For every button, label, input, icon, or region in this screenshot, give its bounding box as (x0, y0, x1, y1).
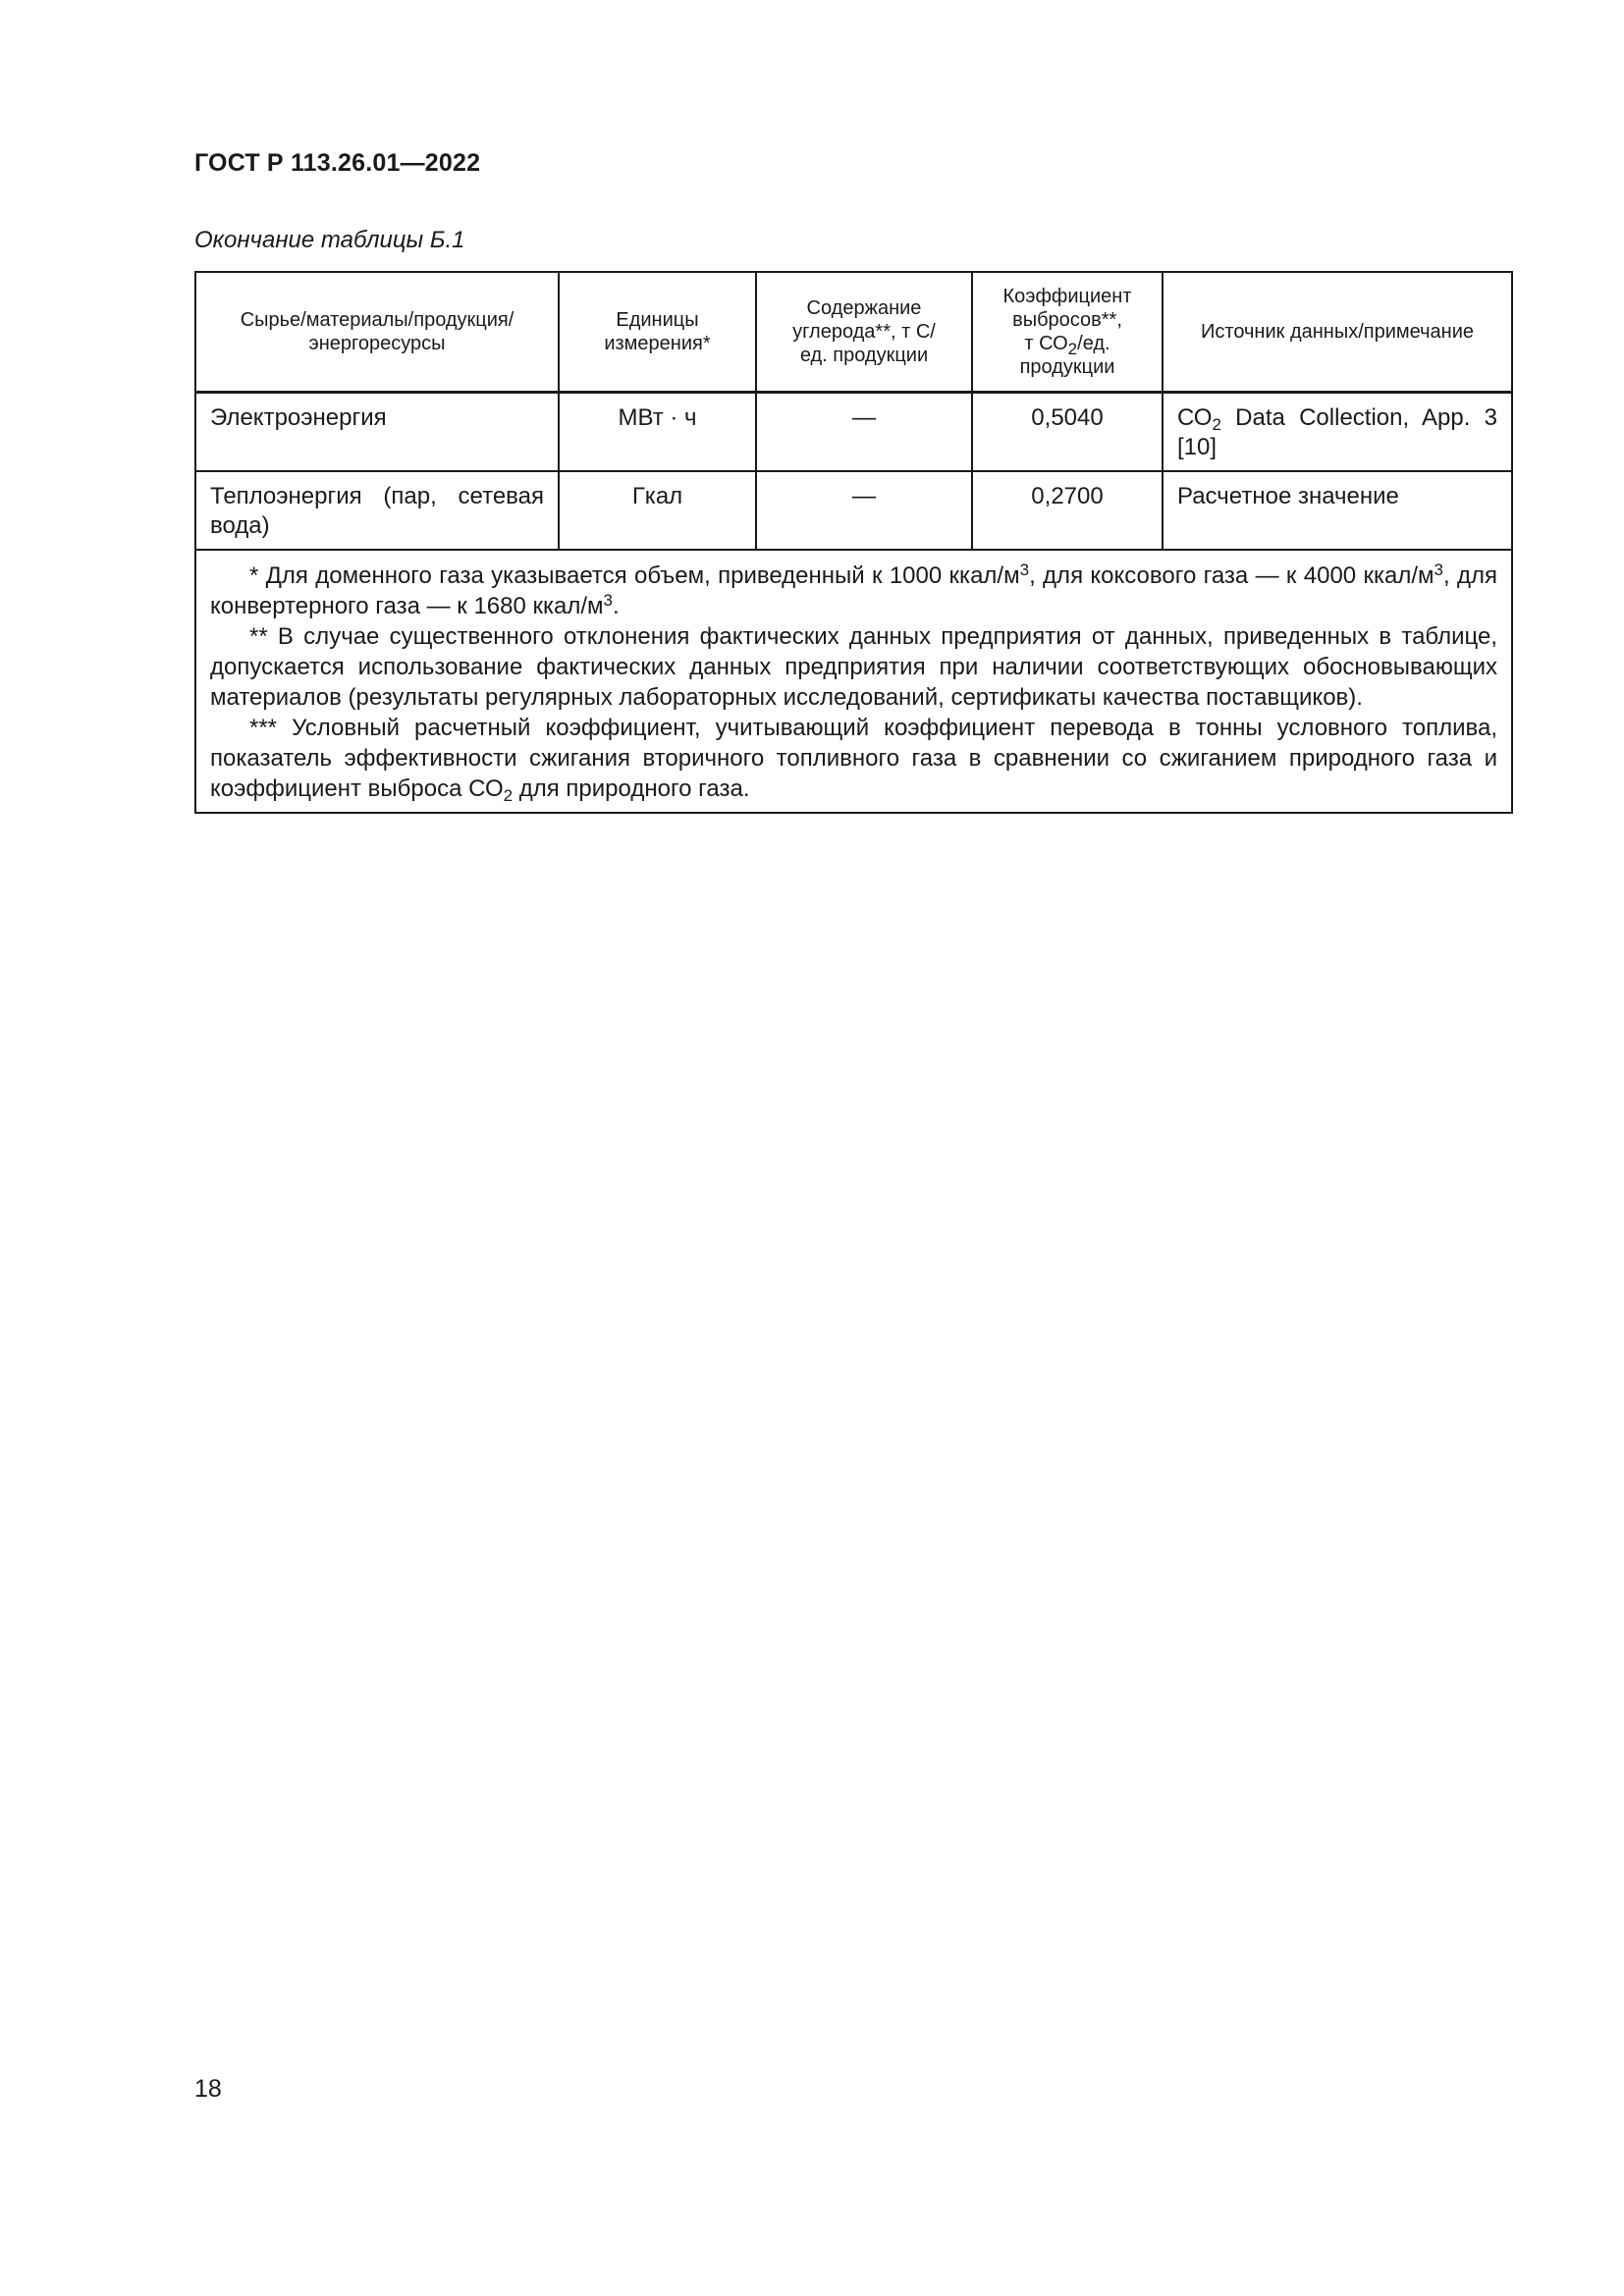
page-number: 18 (194, 2075, 222, 2103)
cell-unit: МВт · ч (559, 392, 756, 471)
cell-unit: Гкал (559, 471, 756, 550)
table-notes (195, 550, 1512, 813)
table-caption: Окончание таблицы Б.1 (194, 227, 465, 253)
column-header-unit: Единицы измерения* (559, 272, 756, 392)
cell-source: $СО_2$ Data Collection, App. 3 [10] (1163, 392, 1512, 471)
column-header-emission-factor: Коэффициент выбросов**, т $СО_2/ед$. продукции (972, 272, 1163, 392)
footnote-3: *** Условный расчетный коэффициент, учитывающий коэффициент перевода в тонны условного топлива, показатель эффективности сжигания вторичного топливного газа в сравнении со сжиганием природного газа и коэффициент выброса $СО_2$ для природного газа. (210, 714, 1497, 805)
cell-material: Теплоэнергия (пар, сетевая вода) (195, 471, 559, 550)
cell-material: Электроэнергия (195, 392, 559, 471)
table-row (195, 392, 1512, 471)
column-header-carbon-content: Содержание углерода**, т С/ ед. продукции (756, 272, 972, 392)
emission-factors-table (194, 271, 1513, 814)
table-row (195, 471, 1512, 550)
cell-carbon: — (756, 471, 972, 550)
footnote-1: * Для доменного газа указывается объем, приведенный к 1000 ккал/$м^3$, для коксового газа — к 4000 ккал/$м^3$, для конвертерного газа — к 1680 ккал/$м^3$. (210, 560, 1497, 619)
column-header-material: Сырье/материалы/продукция/ энергоресурсы (195, 272, 559, 392)
cell-coefficient: 0,5040 (972, 392, 1163, 471)
column-header-source: Источник данных/примечание (1163, 272, 1512, 392)
cell-carbon: — (756, 392, 972, 471)
cell-coefficient: 0,2700 (972, 471, 1163, 550)
footnote-2: ** В случае существенного отклонения фактических данных предприятия от данных, приведенных в таблице, допускается использование фактических данных предприятия при наличии соответствующих обосновывающих материалов (результаты регулярных лабораторных исследований, сертификаты качества поставщиков). (210, 622, 1497, 711)
document-code: ГОСТ Р 113.26.01—2022 (194, 149, 481, 177)
table-notes-row (195, 550, 1512, 813)
table-header-row (195, 272, 1512, 392)
cell-source: Расчетное значение (1163, 471, 1512, 550)
